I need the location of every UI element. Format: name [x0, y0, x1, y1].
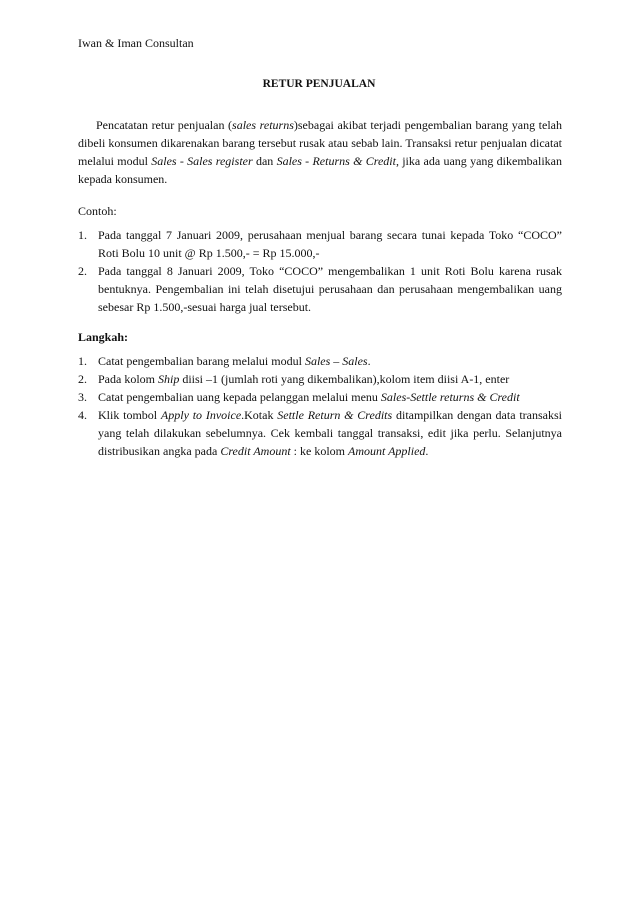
step-text: : ke kolom: [290, 444, 348, 458]
langkah-label: Langkah:: [78, 330, 129, 344]
intro-term-sales-returns: sales returns: [232, 118, 294, 132]
step-text: ditampilkan dengan data transaksi yang telah dilakukan sebelumnya. Cek kembali tanggal transaksi, edit jika perlu. Selanjutnya distribusikan angka pada: [98, 408, 562, 458]
step-text: Catat pengembalian uang kepada pelanggan melalui menu: [98, 390, 381, 404]
step-item: [78, 352, 562, 370]
step-text: Pada kolom: [98, 372, 158, 386]
step-term: Settle Return & Credits: [277, 408, 393, 422]
document-body: [78, 116, 562, 460]
step-text: .: [425, 444, 429, 458]
intro-paragraph: [78, 116, 562, 188]
step-term: Sales – Sales: [304, 354, 368, 368]
list-number: 3.: [78, 390, 87, 404]
step-term: Amount Applied: [347, 444, 426, 458]
example-item: [78, 226, 562, 262]
step-text: Catat pengembalian barang melalui modul: [98, 354, 305, 368]
list-number: 2.: [78, 372, 87, 386]
step-text: .: [367, 354, 371, 368]
example-text: Pada tanggal 7 Januari 2009, perusahaan menjual barang secara tunai kepada Toko “COCO” Roti Bolu 10 unit @ Rp 1.500,- = Rp 15.000,-: [98, 228, 562, 260]
step-term: Apply to Invoice: [160, 408, 242, 422]
example-item: [78, 262, 562, 316]
example-text: Pada tanggal 8 Januari 2009, Toko “COCO” mengembalikan 1 unit Roti Bolu karena rusak bentuknya. Pengembalian ini telah disetujui perusahaan dan perusahaan mengembalikan uang sebesar Rp 1.500,-sesuai harga jual tersebut.: [98, 264, 562, 314]
contoh-label: Contoh:: [78, 204, 117, 218]
step-term: Sales-Settle returns & Credit: [380, 390, 520, 404]
intro-module-sales-register: Sales - Sales register: [151, 154, 253, 168]
example-list: [78, 226, 562, 316]
step-text: .Kotak: [241, 408, 278, 422]
intro-text: Pencatatan retur penjualan (: [96, 118, 233, 132]
page-title: RETUR PENJUALAN: [262, 78, 376, 90]
step-term: Ship: [158, 372, 180, 386]
list-number: 2.: [78, 264, 87, 278]
step-text: diisi –1 (jumlah roti yang dikembalikan),kolom item diisi A-1, enter: [179, 372, 510, 386]
list-number: 1.: [78, 228, 87, 242]
intro-text: dan: [252, 154, 277, 168]
list-number: 4.: [78, 408, 87, 422]
intro-text: )sebagai akibat terjadi pengembalian barang yang telah dibeli konsumen dikarenakan barang tersebut rusak atau sebab lain. Transaksi retur penjualan dicatat melalui modul: [78, 118, 562, 168]
step-text: Klik tombol: [98, 408, 161, 422]
step-item: [78, 370, 562, 388]
step-item: [78, 406, 562, 460]
steps-list: [78, 352, 562, 460]
list-number: 1.: [78, 354, 87, 368]
step-item: [78, 388, 562, 406]
step-term: Credit Amount: [220, 444, 291, 458]
page-header: Iwan & Iman Consultan: [78, 36, 194, 50]
intro-text: , jika ada uang yang dikembalikan kepada konsumen.: [78, 154, 562, 186]
intro-module-returns-credit: Sales - Returns & Credit: [276, 154, 396, 168]
